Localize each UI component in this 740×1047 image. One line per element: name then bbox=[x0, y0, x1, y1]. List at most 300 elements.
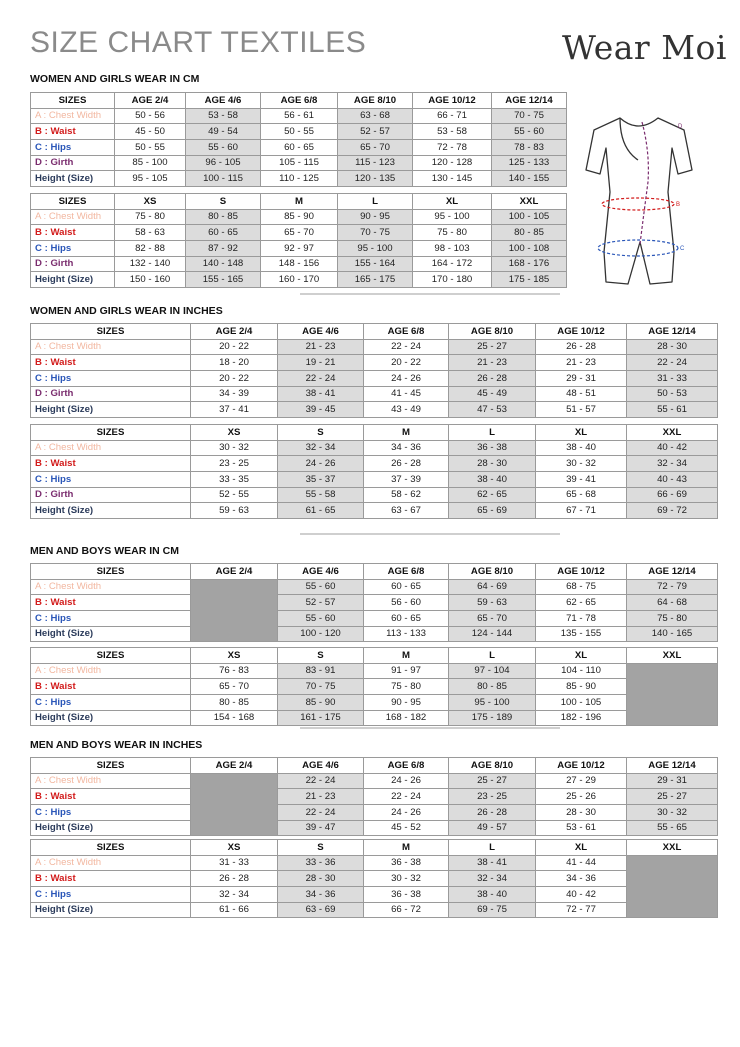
diagram-label-c: C bbox=[680, 246, 685, 252]
row-label: B : Waist bbox=[31, 789, 191, 805]
no-data-cell bbox=[627, 663, 718, 726]
row-label: C : Hips bbox=[31, 371, 191, 387]
size-value-cell: 22 - 24 bbox=[627, 355, 718, 371]
table-header-row bbox=[31, 324, 718, 340]
size-value-cell: 91 - 97 bbox=[364, 663, 449, 679]
table-row bbox=[31, 402, 718, 418]
size-value-cell: 53 - 58 bbox=[186, 108, 261, 124]
size-value-cell: 71 - 78 bbox=[536, 611, 627, 627]
size-value-cell: 63 - 69 bbox=[278, 902, 364, 918]
size-value-cell: 21 - 23 bbox=[449, 355, 536, 371]
column-header: L bbox=[449, 425, 536, 441]
size-value-cell: 63 - 68 bbox=[338, 108, 413, 124]
size-value-cell: 80 - 85 bbox=[492, 225, 567, 241]
size-value-cell: 113 - 133 bbox=[364, 626, 449, 642]
size-value-cell: 85 - 90 bbox=[261, 209, 338, 225]
size-value-cell: 80 - 85 bbox=[186, 209, 261, 225]
size-value-cell: 30 - 32 bbox=[536, 456, 627, 472]
size-value-cell: 38 - 40 bbox=[449, 887, 536, 903]
size-value-cell: 72 - 79 bbox=[627, 579, 718, 595]
row-label: Height (Size) bbox=[31, 626, 191, 642]
size-value-cell: 96 - 105 bbox=[186, 155, 261, 171]
size-table-women-inches-age bbox=[30, 323, 718, 418]
size-value-cell: 100 - 105 bbox=[492, 209, 567, 225]
size-value-cell: 51 - 57 bbox=[536, 402, 627, 418]
size-table-women-cm-age bbox=[30, 92, 567, 187]
table-row bbox=[31, 456, 718, 472]
size-value-cell: 50 - 56 bbox=[115, 108, 186, 124]
table-row bbox=[31, 386, 718, 402]
size-value-cell: 30 - 32 bbox=[191, 440, 278, 456]
size-value-cell: 125 - 133 bbox=[492, 155, 567, 171]
column-header: AGE 10/12 bbox=[536, 324, 627, 340]
column-header: AGE 6/8 bbox=[364, 564, 449, 580]
size-value-cell: 20 - 22 bbox=[364, 355, 449, 371]
column-header: SIZES bbox=[31, 425, 191, 441]
size-table-women-inches-size bbox=[30, 424, 718, 519]
column-header: AGE 8/10 bbox=[449, 324, 536, 340]
table-header-row bbox=[31, 564, 718, 580]
size-value-cell: 72 - 77 bbox=[536, 902, 627, 918]
size-value-cell: 52 - 57 bbox=[338, 124, 413, 140]
size-value-cell: 155 - 164 bbox=[338, 256, 413, 272]
size-value-cell: 30 - 32 bbox=[627, 805, 718, 821]
row-label: C : Hips bbox=[31, 472, 191, 488]
column-header: AGE 4/6 bbox=[278, 324, 364, 340]
brand-logo: Wear Moi bbox=[562, 28, 727, 67]
row-label: A : Chest Width bbox=[31, 663, 191, 679]
column-header: XS bbox=[191, 648, 278, 664]
size-value-cell: 38 - 41 bbox=[278, 386, 364, 402]
size-value-cell: 53 - 58 bbox=[413, 124, 492, 140]
size-value-cell: 69 - 72 bbox=[627, 503, 718, 519]
column-header: XL bbox=[536, 425, 627, 441]
row-label: A : Chest Width bbox=[31, 108, 115, 124]
column-header: AGE 4/6 bbox=[278, 564, 364, 580]
size-value-cell: 21 - 23 bbox=[278, 339, 364, 355]
size-value-cell: 50 - 53 bbox=[627, 386, 718, 402]
table-row bbox=[31, 355, 718, 371]
row-label: D : Girth bbox=[31, 256, 115, 272]
row-label: Height (Size) bbox=[31, 503, 191, 519]
table-row bbox=[31, 124, 567, 140]
size-value-cell: 60 - 65 bbox=[186, 225, 261, 241]
column-header: AGE 2/4 bbox=[115, 93, 186, 109]
size-value-cell: 41 - 45 bbox=[364, 386, 449, 402]
size-value-cell: 98 - 103 bbox=[413, 241, 492, 257]
size-value-cell: 75 - 80 bbox=[364, 679, 449, 695]
table-row bbox=[31, 611, 718, 627]
column-header: M bbox=[364, 425, 449, 441]
table-row bbox=[31, 626, 718, 642]
size-value-cell: 33 - 36 bbox=[278, 855, 364, 871]
column-header: XL bbox=[536, 840, 627, 856]
size-value-cell: 65 - 70 bbox=[338, 140, 413, 156]
page-title: SIZE CHART TEXTILES bbox=[30, 26, 367, 59]
size-value-cell: 92 - 97 bbox=[261, 241, 338, 257]
column-header: AGE 8/10 bbox=[449, 564, 536, 580]
row-label: C : Hips bbox=[31, 805, 191, 821]
column-header: AGE 6/8 bbox=[364, 758, 449, 774]
size-value-cell: 32 - 34 bbox=[627, 456, 718, 472]
size-value-cell: 36 - 38 bbox=[364, 887, 449, 903]
size-value-cell: 20 - 22 bbox=[191, 371, 278, 387]
size-value-cell: 140 - 148 bbox=[186, 256, 261, 272]
table-row bbox=[31, 155, 567, 171]
size-value-cell: 40 - 42 bbox=[627, 440, 718, 456]
size-value-cell: 39 - 45 bbox=[278, 402, 364, 418]
size-value-cell: 49 - 57 bbox=[449, 820, 536, 836]
size-value-cell: 82 - 88 bbox=[115, 241, 186, 257]
size-value-cell: 56 - 61 bbox=[261, 108, 338, 124]
size-value-cell: 24 - 26 bbox=[364, 805, 449, 821]
size-value-cell: 65 - 70 bbox=[449, 611, 536, 627]
size-value-cell: 67 - 71 bbox=[536, 503, 627, 519]
size-value-cell: 59 - 63 bbox=[449, 595, 536, 611]
size-value-cell: 70 - 75 bbox=[338, 225, 413, 241]
column-header: XXL bbox=[627, 840, 718, 856]
table-row bbox=[31, 820, 718, 836]
column-header: S bbox=[278, 648, 364, 664]
column-header: SIZES bbox=[31, 648, 191, 664]
size-value-cell: 47 - 53 bbox=[449, 402, 536, 418]
column-header: AGE 2/4 bbox=[191, 324, 278, 340]
size-value-cell: 80 - 85 bbox=[191, 695, 278, 711]
table-header-row bbox=[31, 425, 718, 441]
table-row bbox=[31, 171, 567, 187]
size-value-cell: 22 - 24 bbox=[364, 789, 449, 805]
column-header: SIZES bbox=[31, 93, 115, 109]
column-header: L bbox=[449, 648, 536, 664]
table-row bbox=[31, 773, 718, 789]
size-value-cell: 90 - 95 bbox=[364, 695, 449, 711]
size-value-cell: 78 - 83 bbox=[492, 140, 567, 156]
table-row bbox=[31, 440, 718, 456]
size-value-cell: 150 - 160 bbox=[115, 272, 186, 288]
row-label: D : Girth bbox=[31, 386, 191, 402]
size-value-cell: 53 - 61 bbox=[536, 820, 627, 836]
size-value-cell: 34 - 36 bbox=[536, 871, 627, 887]
size-value-cell: 37 - 39 bbox=[364, 472, 449, 488]
column-header: AGE 6/8 bbox=[364, 324, 449, 340]
size-value-cell: 25 - 27 bbox=[449, 773, 536, 789]
divider bbox=[300, 533, 560, 535]
size-value-cell: 85 - 100 bbox=[115, 155, 186, 171]
size-value-cell: 69 - 75 bbox=[449, 902, 536, 918]
size-value-cell: 55 - 65 bbox=[627, 820, 718, 836]
column-header: XL bbox=[413, 194, 492, 210]
size-value-cell: 33 - 35 bbox=[191, 472, 278, 488]
size-value-cell: 23 - 25 bbox=[449, 789, 536, 805]
size-value-cell: 83 - 91 bbox=[278, 663, 364, 679]
table-row bbox=[31, 805, 718, 821]
row-label: A : Chest Width bbox=[31, 773, 191, 789]
size-value-cell: 36 - 38 bbox=[364, 855, 449, 871]
size-value-cell: 120 - 135 bbox=[338, 171, 413, 187]
size-value-cell: 66 - 71 bbox=[413, 108, 492, 124]
size-value-cell: 25 - 27 bbox=[627, 789, 718, 805]
table-row bbox=[31, 472, 718, 488]
size-value-cell: 75 - 80 bbox=[413, 225, 492, 241]
size-value-cell: 155 - 165 bbox=[186, 272, 261, 288]
row-label: D : Girth bbox=[31, 487, 191, 503]
row-label: B : Waist bbox=[31, 124, 115, 140]
size-value-cell: 28 - 30 bbox=[278, 871, 364, 887]
column-header: XXL bbox=[627, 648, 718, 664]
table-row bbox=[31, 579, 718, 595]
size-value-cell: 87 - 92 bbox=[186, 241, 261, 257]
size-value-cell: 175 - 189 bbox=[449, 710, 536, 726]
size-value-cell: 104 - 110 bbox=[536, 663, 627, 679]
column-header: S bbox=[278, 840, 364, 856]
size-value-cell: 45 - 49 bbox=[449, 386, 536, 402]
size-value-cell: 182 - 196 bbox=[536, 710, 627, 726]
row-label: B : Waist bbox=[31, 679, 191, 695]
size-value-cell: 100 - 115 bbox=[186, 171, 261, 187]
size-value-cell: 39 - 41 bbox=[536, 472, 627, 488]
size-value-cell: 85 - 90 bbox=[536, 679, 627, 695]
section-title-women-cm: WOMEN AND GIRLS WEAR IN CM bbox=[30, 73, 200, 85]
row-label: Height (Size) bbox=[31, 272, 115, 288]
column-header: AGE 12/14 bbox=[492, 93, 567, 109]
size-value-cell: 26 - 28 bbox=[449, 371, 536, 387]
divider bbox=[300, 727, 560, 729]
size-value-cell: 70 - 75 bbox=[492, 108, 567, 124]
size-value-cell: 164 - 172 bbox=[413, 256, 492, 272]
size-value-cell: 115 - 123 bbox=[338, 155, 413, 171]
size-value-cell: 21 - 23 bbox=[278, 789, 364, 805]
table-header-row bbox=[31, 758, 718, 774]
table-row bbox=[31, 241, 567, 257]
row-label: A : Chest Width bbox=[31, 339, 191, 355]
row-label: Height (Size) bbox=[31, 902, 191, 918]
column-header: AGE 12/14 bbox=[627, 564, 718, 580]
section-title-men-inches: MEN AND BOYS WEAR IN INCHES bbox=[30, 739, 203, 751]
body-measurement-diagram-icon bbox=[580, 112, 696, 292]
size-value-cell: 18 - 20 bbox=[191, 355, 278, 371]
size-value-cell: 120 - 128 bbox=[413, 155, 492, 171]
size-value-cell: 56 - 60 bbox=[364, 595, 449, 611]
size-value-cell: 22 - 24 bbox=[364, 339, 449, 355]
row-label: C : Hips bbox=[31, 611, 191, 627]
size-value-cell: 28 - 30 bbox=[536, 805, 627, 821]
table-header-row bbox=[31, 194, 567, 210]
no-data-cell bbox=[191, 579, 278, 642]
table-header-row bbox=[31, 840, 718, 856]
column-header: XS bbox=[191, 425, 278, 441]
row-label: C : Hips bbox=[31, 140, 115, 156]
size-value-cell: 61 - 66 bbox=[191, 902, 278, 918]
size-value-cell: 100 - 105 bbox=[536, 695, 627, 711]
size-value-cell: 100 - 120 bbox=[278, 626, 364, 642]
table-row bbox=[31, 503, 718, 519]
size-value-cell: 50 - 55 bbox=[261, 124, 338, 140]
size-value-cell: 95 - 100 bbox=[338, 241, 413, 257]
size-value-cell: 40 - 43 bbox=[627, 472, 718, 488]
table-row bbox=[31, 855, 718, 871]
size-value-cell: 23 - 25 bbox=[191, 456, 278, 472]
size-value-cell: 70 - 75 bbox=[278, 679, 364, 695]
row-label: B : Waist bbox=[31, 871, 191, 887]
size-value-cell: 24 - 26 bbox=[364, 371, 449, 387]
size-value-cell: 64 - 69 bbox=[449, 579, 536, 595]
size-value-cell: 62 - 65 bbox=[449, 487, 536, 503]
size-table-men-inches-age bbox=[30, 757, 718, 836]
table-header-row bbox=[31, 93, 567, 109]
size-value-cell: 65 - 70 bbox=[191, 679, 278, 695]
size-table-men-cm-age bbox=[30, 563, 718, 642]
table-row bbox=[31, 209, 567, 225]
size-value-cell: 135 - 155 bbox=[536, 626, 627, 642]
size-value-cell: 38 - 40 bbox=[536, 440, 627, 456]
column-header: SIZES bbox=[31, 194, 115, 210]
size-value-cell: 55 - 60 bbox=[186, 140, 261, 156]
size-value-cell: 32 - 34 bbox=[191, 887, 278, 903]
size-value-cell: 95 - 100 bbox=[413, 209, 492, 225]
size-value-cell: 168 - 176 bbox=[492, 256, 567, 272]
size-value-cell: 26 - 28 bbox=[364, 456, 449, 472]
column-header: XL bbox=[536, 648, 627, 664]
row-label: Height (Size) bbox=[31, 820, 191, 836]
column-header: SIZES bbox=[31, 758, 191, 774]
column-header: SIZES bbox=[31, 324, 191, 340]
row-label: B : Waist bbox=[31, 456, 191, 472]
size-value-cell: 28 - 30 bbox=[627, 339, 718, 355]
size-value-cell: 62 - 65 bbox=[536, 595, 627, 611]
size-value-cell: 32 - 34 bbox=[278, 440, 364, 456]
size-value-cell: 60 - 65 bbox=[261, 140, 338, 156]
table-row bbox=[31, 108, 567, 124]
size-value-cell: 65 - 70 bbox=[261, 225, 338, 241]
row-label: A : Chest Width bbox=[31, 579, 191, 595]
section-title-women-inches: WOMEN AND GIRLS WEAR IN INCHES bbox=[30, 305, 223, 317]
column-header: XS bbox=[191, 840, 278, 856]
column-header: AGE 12/14 bbox=[627, 758, 718, 774]
size-value-cell: 63 - 67 bbox=[364, 503, 449, 519]
column-header: AGE 4/6 bbox=[278, 758, 364, 774]
size-value-cell: 38 - 40 bbox=[449, 472, 536, 488]
size-value-cell: 170 - 180 bbox=[413, 272, 492, 288]
size-value-cell: 26 - 28 bbox=[449, 805, 536, 821]
size-value-cell: 45 - 50 bbox=[115, 124, 186, 140]
column-header: XXL bbox=[492, 194, 567, 210]
table-row bbox=[31, 595, 718, 611]
size-value-cell: 130 - 145 bbox=[413, 171, 492, 187]
size-value-cell: 50 - 55 bbox=[115, 140, 186, 156]
row-label: A : Chest Width bbox=[31, 440, 191, 456]
size-value-cell: 52 - 57 bbox=[278, 595, 364, 611]
column-header: AGE 6/8 bbox=[261, 93, 338, 109]
size-value-cell: 95 - 105 bbox=[115, 171, 186, 187]
size-value-cell: 40 - 42 bbox=[536, 887, 627, 903]
size-value-cell: 41 - 44 bbox=[536, 855, 627, 871]
table-row bbox=[31, 272, 567, 288]
size-value-cell: 90 - 95 bbox=[338, 209, 413, 225]
column-header: AGE 12/14 bbox=[627, 324, 718, 340]
size-value-cell: 22 - 24 bbox=[278, 805, 364, 821]
size-table-men-inches-size bbox=[30, 839, 718, 918]
size-value-cell: 95 - 100 bbox=[449, 695, 536, 711]
row-label: C : Hips bbox=[31, 695, 191, 711]
size-value-cell: 161 - 175 bbox=[278, 710, 364, 726]
size-value-cell: 22 - 24 bbox=[278, 773, 364, 789]
table-row bbox=[31, 339, 718, 355]
table-row bbox=[31, 225, 567, 241]
size-value-cell: 154 - 168 bbox=[191, 710, 278, 726]
size-value-cell: 36 - 38 bbox=[449, 440, 536, 456]
size-value-cell: 31 - 33 bbox=[191, 855, 278, 871]
size-value-cell: 30 - 32 bbox=[364, 871, 449, 887]
size-value-cell: 66 - 72 bbox=[364, 902, 449, 918]
table-row bbox=[31, 887, 718, 903]
size-value-cell: 34 - 36 bbox=[364, 440, 449, 456]
row-label: B : Waist bbox=[31, 225, 115, 241]
table-row bbox=[31, 256, 567, 272]
column-header: XXL bbox=[627, 425, 718, 441]
size-value-cell: 35 - 37 bbox=[278, 472, 364, 488]
table-header-row bbox=[31, 648, 718, 664]
size-value-cell: 20 - 22 bbox=[191, 339, 278, 355]
size-value-cell: 24 - 26 bbox=[278, 456, 364, 472]
size-value-cell: 45 - 52 bbox=[364, 820, 449, 836]
column-header: AGE 2/4 bbox=[191, 758, 278, 774]
size-value-cell: 97 - 104 bbox=[449, 663, 536, 679]
size-value-cell: 34 - 36 bbox=[278, 887, 364, 903]
no-data-cell bbox=[191, 773, 278, 836]
column-header: AGE 10/12 bbox=[536, 758, 627, 774]
column-header: L bbox=[338, 194, 413, 210]
divider bbox=[300, 293, 560, 295]
column-header: SIZES bbox=[31, 564, 191, 580]
size-value-cell: 60 - 65 bbox=[364, 579, 449, 595]
column-header: S bbox=[186, 194, 261, 210]
size-value-cell: 28 - 30 bbox=[449, 456, 536, 472]
size-value-cell: 19 - 21 bbox=[278, 355, 364, 371]
size-value-cell: 68 - 75 bbox=[536, 579, 627, 595]
row-label: A : Chest Width bbox=[31, 209, 115, 225]
size-value-cell: 29 - 31 bbox=[536, 371, 627, 387]
size-table-men-cm-size bbox=[30, 647, 718, 726]
size-value-cell: 165 - 175 bbox=[338, 272, 413, 288]
table-row bbox=[31, 789, 718, 805]
table-row bbox=[31, 371, 718, 387]
section-title-men-cm: MEN AND BOYS WEAR IN CM bbox=[30, 545, 179, 557]
table-row bbox=[31, 679, 718, 695]
column-header: AGE 8/10 bbox=[449, 758, 536, 774]
size-value-cell: 60 - 65 bbox=[364, 611, 449, 627]
column-header: M bbox=[261, 194, 338, 210]
column-header: XS bbox=[115, 194, 186, 210]
diagram-label-d: D bbox=[678, 124, 683, 130]
size-value-cell: 25 - 26 bbox=[536, 789, 627, 805]
column-header: M bbox=[364, 840, 449, 856]
row-label: Height (Size) bbox=[31, 171, 115, 187]
size-value-cell: 140 - 155 bbox=[492, 171, 567, 187]
column-header: M bbox=[364, 648, 449, 664]
size-value-cell: 49 - 54 bbox=[186, 124, 261, 140]
size-value-cell: 55 - 60 bbox=[278, 579, 364, 595]
size-value-cell: 48 - 51 bbox=[536, 386, 627, 402]
size-value-cell: 43 - 49 bbox=[364, 402, 449, 418]
size-value-cell: 85 - 90 bbox=[278, 695, 364, 711]
column-header: AGE 10/12 bbox=[536, 564, 627, 580]
size-value-cell: 65 - 69 bbox=[449, 503, 536, 519]
size-value-cell: 32 - 34 bbox=[449, 871, 536, 887]
size-value-cell: 58 - 62 bbox=[364, 487, 449, 503]
size-value-cell: 34 - 39 bbox=[191, 386, 278, 402]
row-label: B : Waist bbox=[31, 595, 191, 611]
size-value-cell: 168 - 182 bbox=[364, 710, 449, 726]
